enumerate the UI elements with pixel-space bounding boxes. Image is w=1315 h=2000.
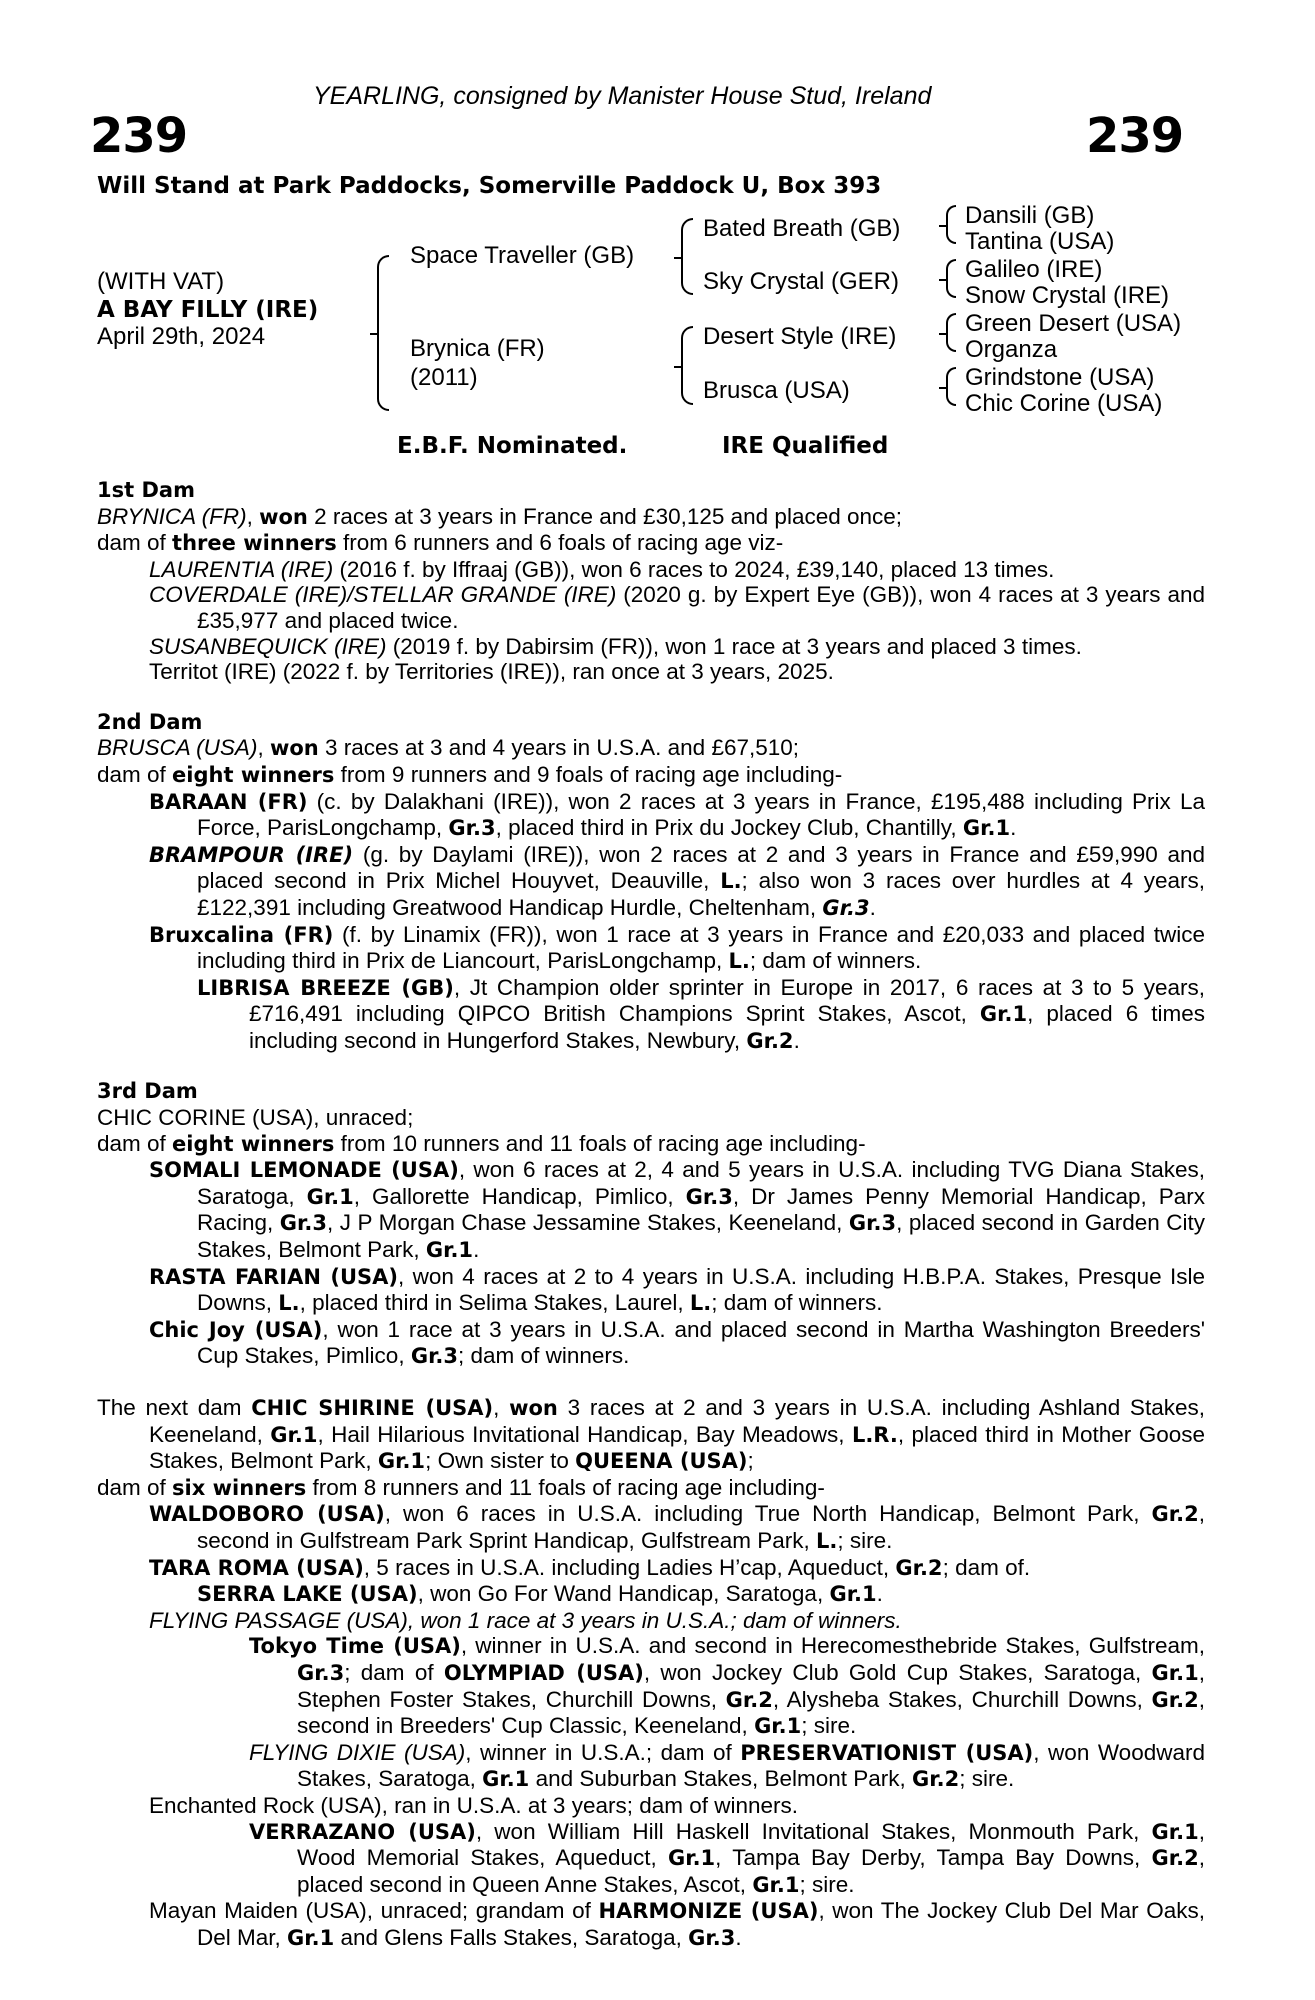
produce-item: Chic Joy (USA), won 1 race at 3 years in U.S.A. and placed second in Martha Washington Breeders' Cup Stakes, Pimlico, Gr.3; dam of winners. — [149, 1316, 1206, 1369]
produce-item: LIBRISA BREEZE (GB), Jt Champion older sprinter in Europe in 2017, 6 races at 3 to 5 years, £716,491 including QIPCO British Champions Sprint Stakes, Ascot, Gr.1, placed 6 times including second in Hungerford Stakes, Newbury, Gr.2. — [197, 974, 1206, 1053]
ancestor-snow-crystal: Snow Crystal (IRE) — [965, 282, 1170, 309]
horse-name: SUSANBEQUICK (IRE) — [149, 633, 387, 659]
stand-location: Will Stand at Park Paddocks, Somerville Paddock U, Box 393 — [97, 173, 882, 199]
winners-count: eight winners — [172, 1131, 335, 1156]
horse-name: FLYING DIXIE (USA) — [249, 1739, 466, 1765]
text: dam of — [97, 761, 173, 787]
second-dam-section — [97, 710, 1205, 1055]
sire-dam: Sky Crystal (GER) — [703, 268, 900, 295]
won-text: won — [259, 504, 308, 529]
brace-g3 — [946, 313, 956, 352]
catalogue-body — [97, 478, 1205, 1951]
text: from 9 runners and 9 foals of racing age including- — [334, 761, 843, 787]
text: (2016 f. by Iffraaj (GB)), won 6 races to 2024, £39,140, placed 13 times. — [333, 556, 1055, 582]
dam-name: Brynica (FR) — [410, 335, 545, 362]
vat-label: (WITH VAT) — [97, 268, 225, 295]
produce-item: VERRAZANO (USA), won William Hill Haskell Invitational Stakes, Monmouth Park, Gr.1, Wood Memorial Stakes, Aqueduct, Gr.1, Tampa Bay Derby, Tampa Bay Downs, Gr.2, placed second in Queen Anne Stakes, Ascot, Gr.1; sire. — [249, 1818, 1205, 1897]
third-dam-section — [97, 1079, 1205, 1370]
first-dam-section — [97, 478, 1205, 685]
winners-count: three winners — [172, 531, 337, 556]
ebf-nominated: E.B.F. Nominated. — [397, 433, 628, 459]
dam-record: BRUSCA (USA), won 3 races at 3 and 4 years in U.S.A. and £67,510; — [97, 735, 800, 761]
lot-subject: A BAY FILLY (IRE) — [97, 297, 319, 323]
brace-sire-line — [681, 218, 693, 295]
winners-count: six winners — [172, 1475, 307, 1500]
horse-name: HARMONIZE (USA) — [598, 1899, 819, 1924]
produce-item: SOMALI LEMONADE (USA), won 6 races at 2, 4 and 5 years in U.S.A. including TVG Diana Stakes, Saratoga, Gr.1, Gallorette Handicap, Pimlico, Gr.3, Dr James Penny Memorial Handicap, Parx Racing, Gr.3, J P Morgan Chase Jessamine Stakes, Keeneland, Gr.3, placed second in Garden City Stakes, Belmont Park, Gr.1. — [149, 1157, 1205, 1263]
record-text: 3 races at 3 and 4 years in U.S.A. and £67,510; — [318, 735, 800, 761]
record-text: 2 races at 3 years in France and £30,125 and placed once; — [307, 503, 903, 529]
text: (2020 g. by Expert Eye (GB)), won 4 races at 3 years and £35,977 and placed twice. — [197, 582, 1205, 633]
produce-item: BRAMPOUR (IRE) (g. by Daylami (IRE)), won 2 races at 2 and 3 years in France and £59,990 and placed second in Prix Michel Houyvet, Deauville, L.; also won 3 races over hurdles at 4 years, £122,391 including Greatwood Handicap Hurdle, Cheltenham, Gr.3. — [149, 841, 1206, 920]
horse-name: Chic Joy (USA) — [149, 1317, 323, 1342]
sister-name: QUEENA (USA) — [575, 1449, 748, 1474]
horse-name: COVERDALE (IRE)/STELLAR GRANDE (IRE) — [149, 582, 617, 608]
produce-item — [97, 557, 1205, 583]
dam-of-line: dam of eight winners from 10 runners and 11 foals of racing age including- — [97, 1130, 866, 1156]
text: from 6 runners and 6 foals of racing age viz- — [336, 530, 784, 556]
produce-item: Territot (IRE) (2022 f. by Territories (IRE)), ran once at 3 years, 2025. — [149, 659, 834, 685]
brace-g2 — [946, 259, 956, 298]
ancestor-organza: Organza — [965, 336, 1058, 363]
produce-item: FLYING DIXIE (USA), winner in U.S.A.; dam of PRESERVATIONIST (USA), won Woodward Stakes, Saratoga, Gr.1 and Suburban Stakes, Belmont Park, Gr.2; sire. — [249, 1739, 1205, 1792]
dam-sire: Desert Style (IRE) — [703, 323, 897, 350]
ire-qualified: IRE Qualified — [722, 433, 889, 459]
consignor-line: YEARLING, consigned by Manister House Stud, Ireland — [313, 82, 932, 110]
section-heading: 3rd Dam — [97, 1079, 198, 1104]
horse-name: FLYING PASSAGE (USA), won 1 race at 3 years in U.S.A.; dam of winners. — [149, 1607, 902, 1633]
won-text: won — [269, 736, 319, 761]
section-heading: 1st Dam — [97, 478, 195, 502]
horse-name: Tokyo Time (USA) — [249, 1634, 461, 1659]
horse-name: CHIC SHIRINE (USA) — [251, 1396, 494, 1420]
lot-number-right: 239 — [1086, 108, 1184, 164]
text: (2019 f. by Dabirsim (FR)), won 1 race at 3 years and placed 3 times. — [386, 633, 1082, 659]
horse-name: SOMALI LEMONADE (USA) — [149, 1158, 459, 1183]
horse-name: VERRAZANO (USA) — [249, 1819, 476, 1844]
produce-item: SERRA LAKE (USA), won Go For Wand Handicap, Saratoga, Gr.1. — [197, 1581, 883, 1607]
produce-item: TARA ROMA (USA), 5 races in U.S.A. including Ladies H’cap, Aqueduct, Gr.2; dam of. — [149, 1554, 1031, 1580]
sire-name: Space Traveller (GB) — [410, 242, 635, 269]
foaling-date: April 29th, 2024 — [97, 323, 266, 350]
brace-generation-1 — [377, 255, 389, 411]
lot-number-left: 239 — [90, 108, 188, 164]
horse-name: LAURENTIA (IRE) — [149, 556, 334, 582]
dam-record: BRYNICA (FR), won 2 races at 3 years in France and £30,125 and placed once; — [97, 503, 903, 529]
dam-of-line: dam of six winners from 8 runners and 11 foals of racing age including- — [97, 1474, 825, 1500]
text: dam of — [97, 530, 173, 556]
dam-record: CHIC CORINE (USA), unraced; — [97, 1105, 414, 1131]
ancestor-green-desert: Green Desert (USA) — [965, 310, 1182, 337]
dam-of-line — [97, 762, 1205, 789]
ancestor-grindstone: Grindstone (USA) — [965, 364, 1155, 391]
dam-name: BRYNICA (FR) — [97, 503, 247, 529]
horse-name: BARAAN (FR) — [149, 789, 308, 814]
horse-name: RASTA FARIAN (USA) — [149, 1264, 399, 1289]
dam-dam: Brusca (USA) — [703, 377, 850, 404]
section-heading: 2nd Dam — [97, 709, 203, 734]
horse-name: SERRA LAKE (USA) — [197, 1582, 418, 1607]
next-dam-record: The next dam CHIC SHIRINE (USA), won 3 races at 2 and 3 years in U.S.A. including Ashland Stakes, Keeneland, Gr.1, Hail Hilarious Invitational Handicap, Bay Meadows, L.R., placed third in Mother Goose Stakes, Belmont Park, Gr.1; Own sister to QUEENA (USA); — [97, 1395, 1205, 1474]
dam-of-line — [97, 530, 1205, 557]
produce-item: Bruxcalina (FR) (f. by Linamix (FR)), won 1 race at 3 years in France and £20,033 and placed twice including third in Prix de Liancourt, ParisLongchamp, L.; dam of winners. — [149, 921, 1205, 974]
brace-g4 — [946, 367, 956, 406]
produce-item — [97, 634, 1205, 660]
produce-item: Tokyo Time (USA), winner in U.S.A. and second in Herecomesthebride Stakes, Gulfstream, Gr.3; dam of OLYMPIAD (USA), won Jockey Club Gold Cup Stakes, Saratoga, Gr.1, Stephen Foster Stakes, Churchill Downs, Gr.2, Alysheba Stakes, Churchill Downs, Gr.2, second in Breeders' Cup Classic, Keeneland, Gr.1; sire. — [249, 1633, 1206, 1739]
winners-count: eight winners — [172, 762, 335, 787]
produce-item: Mayan Maiden (USA), unraced; grandam of HARMONIZE (USA), won The Jockey Club Del Mar Oaks, Del Mar, Gr.1 and Glens Falls Stakes, Saratoga, Gr.3. — [149, 1898, 1205, 1950]
ancestor-dansili: Dansili (GB) — [965, 202, 1095, 229]
produce-item: BARAAN (FR) (c. by Dalakhani (IRE)), won 2 races at 3 years in France, £195,488 including Prix La Force, ParisLongchamp, Gr.3, placed third in Prix du Jockey Club, Chantilly, Gr.1. — [149, 788, 1205, 841]
dam-name: BRUSCA (USA) — [97, 735, 258, 761]
sire-sire: Bated Breath (GB) — [703, 215, 901, 242]
next-dam-section — [97, 1395, 1205, 1951]
dam-year: (2011) — [410, 364, 478, 391]
ancestor-tantina: Tantina (USA) — [965, 228, 1115, 255]
brace-g1 — [946, 205, 956, 244]
ancestor-galileo: Galileo (IRE) — [965, 256, 1103, 283]
horse-name: BRAMPOUR (IRE) — [149, 842, 354, 867]
horse-name: LIBRISA BREEZE (GB) — [197, 975, 454, 1000]
produce-item: RASTA FARIAN (USA), won 4 races at 2 to 4 years in U.S.A. including H.B.P.A. Stakes, Presque Isle Downs, L., placed third in Selima Stakes, Laurel, L.; dam of winners. — [149, 1263, 1205, 1316]
horse-name: TARA ROMA (USA) — [149, 1555, 364, 1580]
produce-item — [97, 1608, 1205, 1634]
ancestor-chic-corine: Chic Corine (USA) — [965, 390, 1163, 417]
horse-name: WALDOBORO (USA) — [149, 1502, 385, 1527]
produce-item — [97, 582, 1205, 633]
brace-dam-line — [681, 326, 693, 405]
produce-item: Enchanted Rock (USA), ran in U.S.A. at 3 years; dam of winners. — [149, 1792, 799, 1818]
horse-name: Bruxcalina (FR) — [149, 922, 334, 947]
produce-item: WALDOBORO (USA), won 6 races in U.S.A. including True North Handicap, Belmont Park, Gr.2, second in Gulfstream Park Sprint Handicap, Gulfstream Park, L.; sire. — [149, 1501, 1205, 1553]
